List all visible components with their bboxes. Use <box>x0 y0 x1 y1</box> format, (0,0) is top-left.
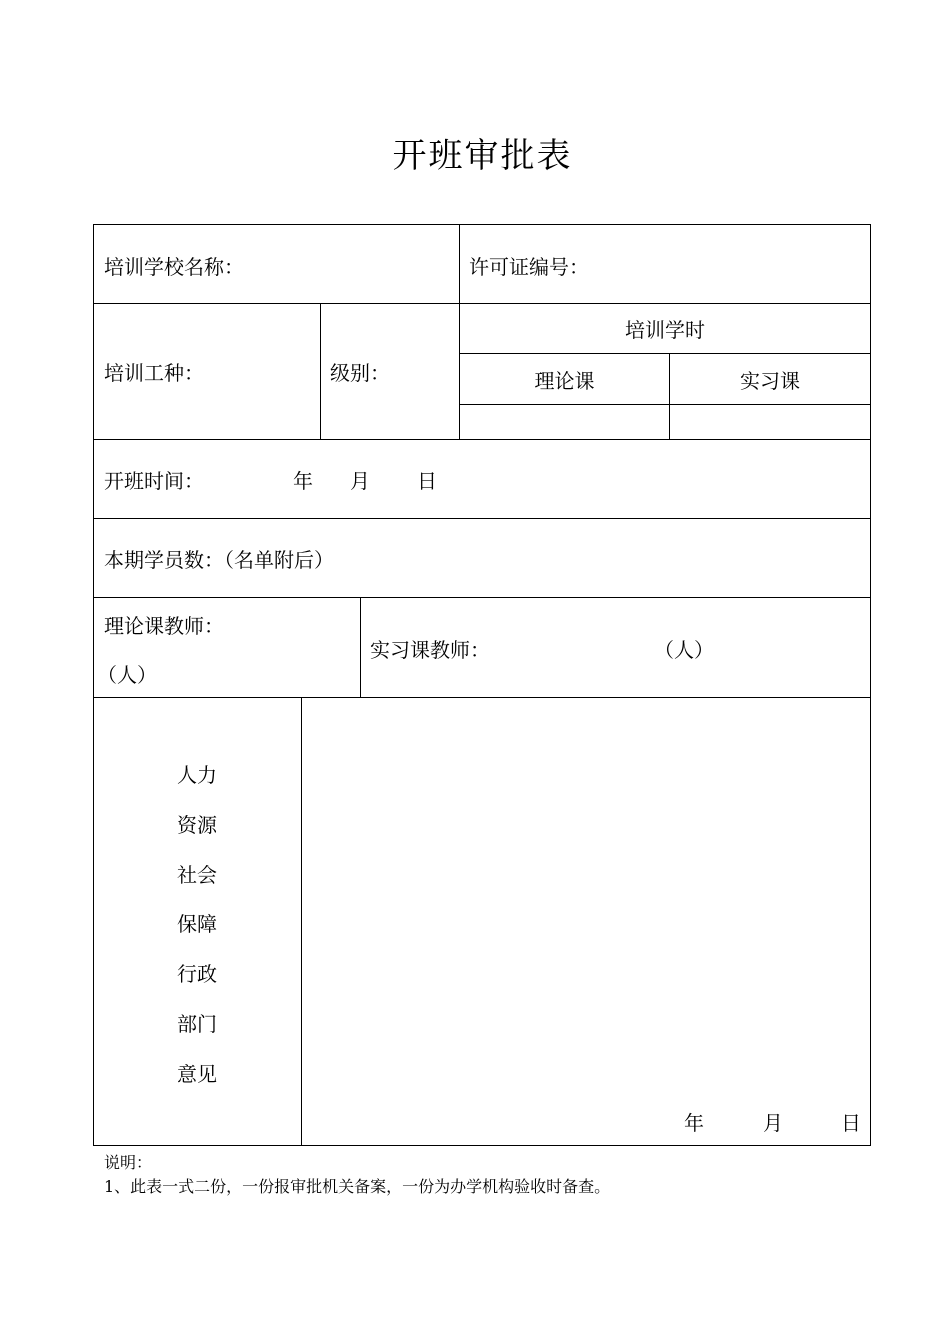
row-divider <box>94 597 870 598</box>
dept-opinion-label-line: 社会 <box>177 863 217 887</box>
column-divider <box>669 353 670 439</box>
page-title: 开班审批表 <box>392 136 573 176</box>
notes-heading: 说明： <box>104 1153 153 1172</box>
column-divider <box>320 303 321 439</box>
row-divider <box>94 518 870 519</box>
training-hours-header: 培训学时 <box>625 318 705 342</box>
column-divider <box>360 597 361 697</box>
start-date-day: 日 <box>417 469 437 493</box>
practice-teacher-unit: （人） <box>654 638 714 662</box>
student-count-label: 本期学员数：（名单附后） <box>104 548 334 572</box>
practice-course-header: 实习课 <box>740 369 800 393</box>
approval-form-table <box>93 224 871 1146</box>
row-divider <box>94 439 870 440</box>
training-trade-label: 培训工种： <box>104 361 204 385</box>
row-divider <box>94 303 870 304</box>
dept-opinion-label-line: 行政 <box>177 962 217 986</box>
row-divider <box>459 353 870 354</box>
license-number-label: 许可证编号： <box>469 255 589 279</box>
dept-opinion-label-line: 部门 <box>177 1012 217 1036</box>
start-date-label: 开班时间： <box>104 469 204 493</box>
dept-opinion-label-line: 意见 <box>177 1062 217 1086</box>
opinion-date-month: 月 <box>763 1111 783 1135</box>
row-divider <box>459 404 870 405</box>
start-date-year: 年 <box>293 469 313 493</box>
dept-opinion-label-line: 人力 <box>177 763 217 787</box>
start-date-month: 月 <box>350 469 370 493</box>
opinion-date-day: 日 <box>841 1111 861 1135</box>
theory-teacher-label: 理论课教师： <box>104 614 224 638</box>
dept-opinion-label-line: 资源 <box>177 813 217 837</box>
column-divider <box>301 697 302 1145</box>
practice-teacher-label: 实习课教师： <box>370 638 490 662</box>
dept-opinion-label-line: 保障 <box>177 912 217 936</box>
form-notes <box>104 1151 610 1199</box>
row-divider <box>94 697 870 698</box>
theory-course-header: 理论课 <box>534 369 595 393</box>
opinion-date-year: 年 <box>684 1111 704 1135</box>
school-name-label: 培训学校名称： <box>104 255 244 279</box>
theory-teacher-unit: （人） <box>97 663 157 687</box>
notes-item: 1、此表一式二份，一份报审批机关备案，一份为办学机构验收时备查。 <box>104 1177 611 1196</box>
level-label: 级别： <box>330 361 390 385</box>
